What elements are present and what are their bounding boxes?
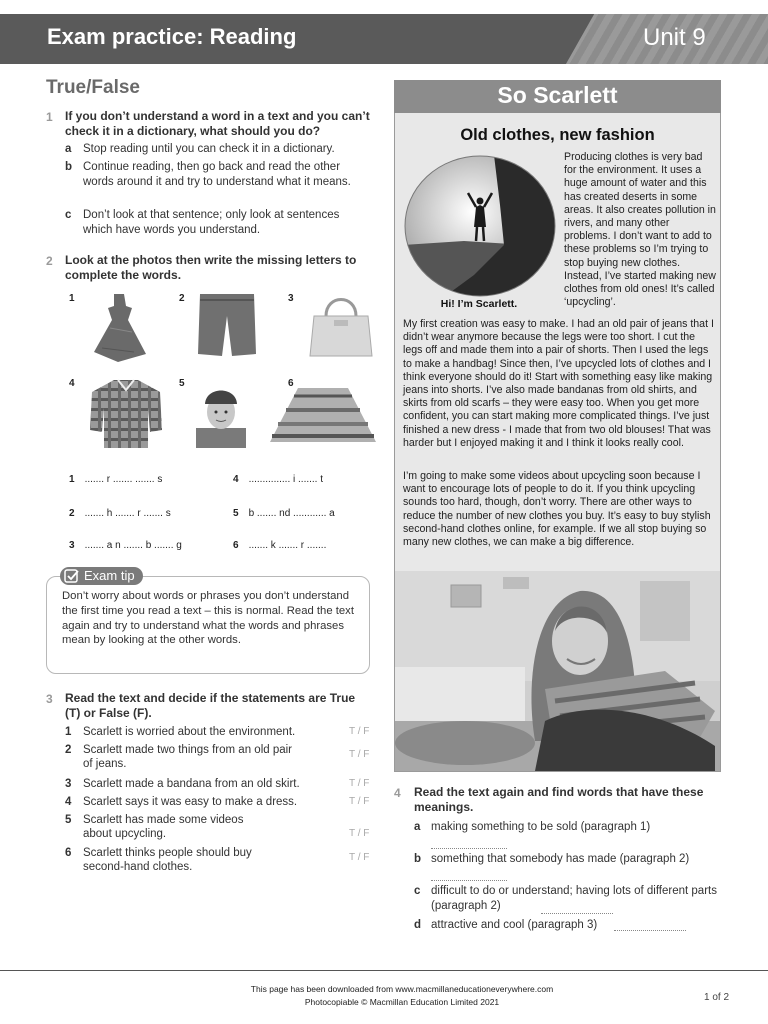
blank-item: 2 ....... h ....... r ....... s: [69, 508, 171, 519]
unit-label: Unit 9: [643, 24, 706, 51]
answer-line[interactable]: [431, 838, 507, 849]
girl-sewing-photo: [395, 571, 720, 771]
bandana-photo: [196, 382, 246, 448]
photo-caption: Hi! I’m Scarlett.: [440, 298, 518, 310]
true-false-choice[interactable]: T / F: [349, 726, 370, 737]
statement-text: Scarlett thinks people should buy second-hand clothes.: [83, 847, 252, 873]
handbag-photo: [308, 290, 374, 360]
dress-photo: [88, 292, 152, 366]
blank-item: 1 ....... r ....... ....... s: [69, 474, 163, 485]
exam-tip-title: Exam tip: [84, 568, 135, 583]
q4-letter: d: [414, 919, 422, 931]
q1-option-c: Don’t look at that sentence; only look at sentences which have words you understand.: [83, 209, 340, 236]
footer-download-note: This page has been downloaded from www.macmillaneducationeverywhere.com: [250, 984, 554, 994]
statement-number: 4: [65, 796, 72, 808]
q4-item: attractive and cool (paragraph 3): [431, 919, 598, 931]
true-false-choice[interactable]: T / F: [349, 852, 370, 863]
q1-option-a: Stop reading until you can check it in a dictionary.: [83, 143, 335, 155]
photo-number: 5: [179, 378, 185, 389]
q1-text: If you don’t understand a word in a text and you can’t check it in a dictionary, what should you do?: [65, 109, 370, 138]
true-false-choice[interactable]: T / F: [349, 749, 370, 760]
exam-tip-label: [60, 567, 143, 585]
photo-number: 1: [69, 293, 75, 304]
magazine-title: So Scarlett: [497, 82, 618, 108]
skirt-photo: [268, 386, 378, 448]
statement-number: 1: [65, 726, 72, 738]
answer-line[interactable]: [614, 920, 686, 931]
section-title: True/False: [46, 77, 140, 98]
footer-copyright: Photocopiable © Macmillan Education Limited 2021: [304, 997, 500, 1007]
photo-number: 6: [288, 378, 294, 389]
photo-number: 2: [179, 293, 185, 304]
q4-item: something that somebody has made (paragraph 2): [431, 853, 690, 865]
q1-option-b: Continue reading, then go back and read the other words around it and try to understand what it means.: [83, 161, 351, 188]
q4-letter: c: [414, 885, 421, 897]
blank-item: 6 ....... k ....... r .......: [233, 540, 327, 551]
q1-option-c-letter: c: [65, 209, 72, 221]
q4-number: 4: [394, 786, 401, 800]
blank-item: 3 ....... a n ....... b ....... g: [69, 540, 182, 551]
q1-number: 1: [46, 110, 53, 124]
q2-text: Look at the photos then write the missing letters to complete the words.: [65, 253, 357, 282]
article-headline: Old clothes, new fashion: [460, 126, 655, 144]
statement-text: Scarlett made a bandana from an old skirt.: [83, 778, 300, 790]
footer-divider: [0, 970, 768, 971]
statement-number: 6: [65, 847, 72, 859]
true-false-choice[interactable]: T / F: [349, 828, 370, 839]
q3-text: Read the text and decide if the statements are True (T) or False (F).: [65, 691, 356, 720]
answer-line[interactable]: [431, 870, 507, 881]
q4-letter: a: [414, 821, 421, 833]
statement-text: Scarlett is worried about the environment.: [83, 726, 296, 738]
q3-number: 3: [46, 692, 53, 706]
q1-option-a-letter: a: [65, 143, 72, 155]
page-title: Exam practice: Reading: [47, 24, 297, 49]
article-paragraph: My first creation was easy to make. I had an old pair of jeans that I didn’t wear anymore because the legs were too short. I cut the legs off and made them into a pair of shorts. Then I used the legs to make a handbag! Since then, I’ve upcycled lots of clothes and I think everyone should do it! Start with something easy like making jeans into shorts. I’ve also made bandanas from old shirts, and skirts from old scarfs – they were easy too. When you get more confident, you can start making more complicated things. I’ve just finished a new dress - I made that from two old blouses! That was harder but I enjoyed making it and I think it looks really cool.: [403, 318, 714, 449]
q2-number: 2: [46, 254, 53, 268]
answer-line[interactable]: [541, 903, 613, 914]
article-paragraph: I’m going to make some videos about upcycling soon because I want to encourage lots of people to do it. If you think upcycling sounds too hard, though, don’t worry. There are other ways to reduce the number of new clothes you buy. It’s easy to buy stylish second-hand clothes online, for example. If we all stop buying so many new clothes, we can make a big difference.: [403, 470, 711, 549]
statement-text: Scarlett made two things from an old pair of jeans.: [83, 744, 293, 770]
blank-item: 4 ............... i ....... t: [233, 474, 324, 485]
statement-number: 2: [65, 744, 72, 756]
statement-number: 3: [65, 778, 72, 790]
q4-text: Read the text again and find words that have these meanings.: [414, 785, 704, 814]
blank-item: 5 b ....... nd ............ a: [233, 508, 335, 519]
statement-number: 5: [65, 814, 72, 826]
article-paragraph: Producing clothes is very bad for the environment. It uses a huge amount of water and this has created deserts in some areas. It also creates pollution in rivers, and many other problems. I don’t want to add to these problems so I’m trying to stop buying new clothes. Instead, I’ve started making new clothes from old ones! It’s called ‘upcycling’.: [564, 151, 716, 309]
shorts-photo: [196, 292, 258, 358]
exam-tip-text: Don’t worry about words or phrases you don’t understand the first time you read a text – this is normal. Read the text again and try to understand what the words and phrases mean by looking at the other words.: [62, 590, 354, 647]
page-number: 1 of 2: [704, 992, 730, 1003]
photo-number: 4: [69, 378, 75, 389]
true-false-choice[interactable]: T / F: [349, 778, 370, 789]
q4-item: difficult to do or understand; having lots of different parts (paragraph 2): [431, 885, 717, 912]
statement-text: Scarlett has made some videos about upcycling.: [83, 814, 244, 840]
q1-option-b-letter: b: [65, 161, 73, 173]
checked-shirt-photo: [88, 378, 164, 450]
q4-item: making something to be sold (paragraph 1): [431, 821, 651, 833]
checkbox-icon: [64, 569, 80, 583]
scarlett-cliff-photo: [404, 155, 556, 297]
true-false-choice[interactable]: T / F: [349, 796, 370, 807]
photo-number: 3: [288, 293, 294, 304]
statement-text: Scarlett says it was easy to make a dress.: [83, 796, 298, 808]
q4-letter: b: [414, 853, 422, 865]
